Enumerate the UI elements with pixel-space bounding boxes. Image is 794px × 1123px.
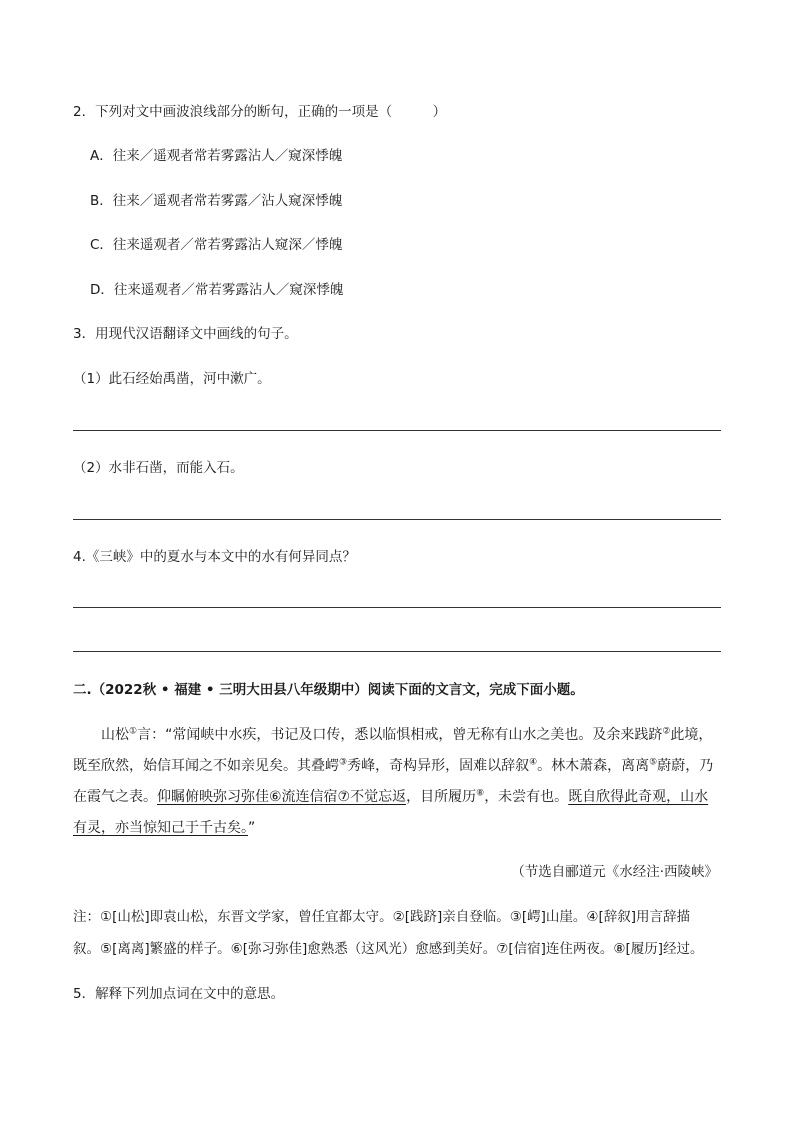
question-3-sub-1: （1）此石经始禹凿，河中漱广。 xyxy=(73,371,271,387)
underlined-sentence: 有灵，亦当惊知己于千古矣。 xyxy=(73,820,248,836)
question-2-option-d: D．往来遥观者／常若雾露沾人／窥深悸魄 xyxy=(90,282,344,298)
section-2-heading: 二.（2022秋 • 福建 • 三明大田县八年级期中）阅读下面的文言文，完成下面小题。 xyxy=(73,682,584,698)
passage-line-1: 山松①言：“常闻峡中水疾，书记及口传，悉以临惧相戒，曾无称有山水之美也。及余来践跻②此境， xyxy=(101,726,713,743)
passage-line-2: 既至欣然，始信耳闻之不如亲见矣。其叠崿③秀峰，奇构异形，固难以辞叙④。林木萧森，离离⑤蔚蔚，乃 xyxy=(73,757,714,774)
question-3-sub-2: （2）水非石凿，而能入石。 xyxy=(73,460,244,476)
question-2-stem: 2．下列对文中画波浪线部分的断句，正确的一项是（ ） xyxy=(73,104,447,120)
answer-line xyxy=(73,430,721,431)
answer-line xyxy=(73,607,721,608)
passage-line-4: 有灵，亦当惊知己于千古矣。” xyxy=(73,820,256,836)
passage-line-3: 在霞气之表。仰瞩俯映弥习弥佳⑥流连信宿⑦不觉忘返，目所履历⑧，未尝有也。既自欣得此奇观，山水 xyxy=(73,788,709,805)
question-4-stem: 4.《三峡》中的夏水与本文中的水有何异同点？ xyxy=(73,549,356,565)
question-2-option-c: C．往来遥观者／常若雾露沾人窥深／悸魄 xyxy=(90,237,343,253)
underlined-sentence: 仰瞩俯映弥习弥佳⑥流连信宿⑦不觉忘返 xyxy=(157,789,407,805)
question-3-stem: 3．用现代汉语翻译文中画线的句子。 xyxy=(73,326,298,342)
answer-line xyxy=(73,651,721,652)
question-2-option-b: B．往来／遥观者常若雾露／沾人窥深悸魄 xyxy=(90,193,343,209)
notes-line-1: 注：①[山松]即袁山松，东晋文学家，曾任宜都太守。②[践跻]亲自登临。③[崿]山崖。④[辞叙]用言辞描 xyxy=(73,909,691,925)
question-2-option-a: A．往来／遥观者常若雾露沾人／窥深悸魄 xyxy=(90,148,343,164)
answer-line xyxy=(73,519,721,520)
underlined-sentence: 既自欣得此奇观，山水 xyxy=(568,789,709,805)
notes-line-2: 叙。⑤[离离]繁盛的样子。⑥[弥习弥佳]愈熟悉（这风光）愈感到美好。⑦[信宿]连住两夜。⑧[履历]经过。 xyxy=(73,941,704,957)
passage-source: （节选自郦道元《水经注·西陵峡》 xyxy=(511,864,718,880)
question-5-stem: 5．解释下列加点词在文中的意思。 xyxy=(73,986,285,1002)
